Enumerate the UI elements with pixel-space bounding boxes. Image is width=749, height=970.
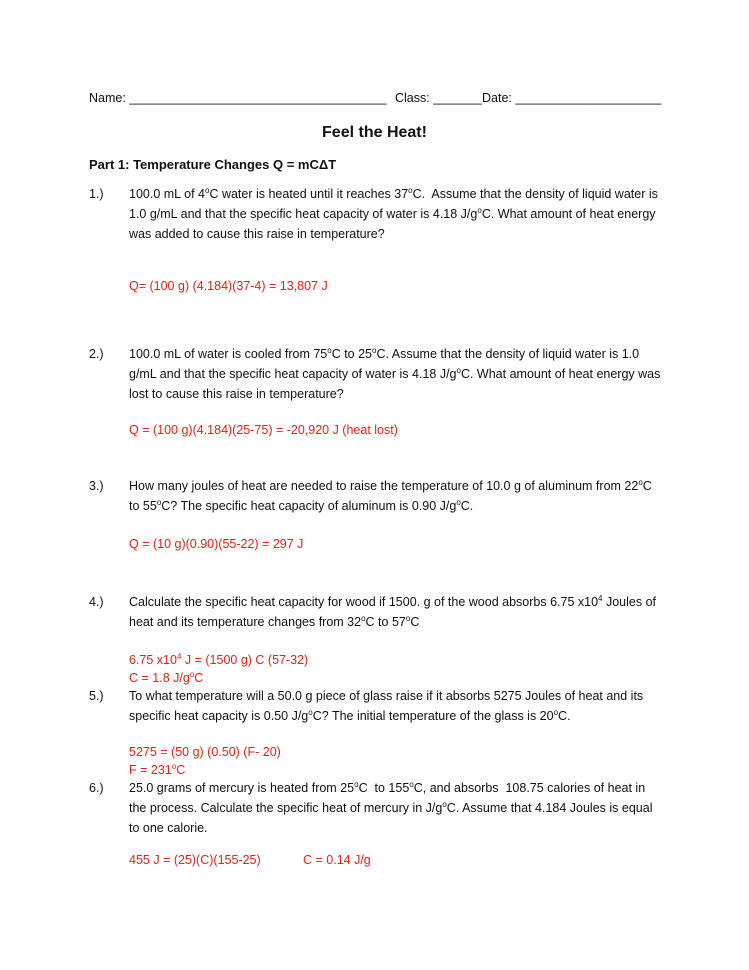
question-4 [89, 592, 664, 632]
question-3 [89, 476, 664, 516]
question-text: To what temperature will a 50.0 g piece of glass raise if it absorbs 5275 Joules of heat and its specific heat capacity is 0.50 $J/g^oC$? The initial temperature of the glass is 20$^o$C. [129, 689, 644, 723]
class-field: Class: _______ [395, 91, 482, 105]
page-title: Feel the Heat! [322, 124, 427, 141]
question-text: How many joules of heat are needed to raise the temperature of 10.0 g of aluminum from 22$^o$C to 55$^o$C? The specific heat capacity of aluminum is 0.90 $J/g^oC$. [129, 478, 652, 513]
question-text: 100.0 mL of 4$^o$C water is heated until it reaches 37$^o$C. Assume that the density of liquid water is 1.0 g/mL and that the specific heat capacity of water is 4.18 $J/g^oC$. What amount of heat energy was added to cause this raise in temperature? [129, 186, 658, 241]
header-row [89, 91, 660, 109]
answer-1: Q= (100 g) (4.184)(37-4) = 13,807 J [129, 279, 328, 293]
question-number: 1.) [89, 187, 104, 201]
answer-5-line-1: 5275 = (50 g) (0.50) (F- 20) [129, 745, 281, 759]
answer-4-line-2: C = 1.8 $J/g^oC$ [129, 670, 204, 685]
question-text: 100.0 mL of water is cooled from 75$^o$C to 25$^o$C. Assume that the density of liquid water is 1.0 g/mL and that the specific heat capacity of water is 4.18 $J/g^oC$. What amount of heat energy was lost to cause this raise in temperature? [129, 346, 661, 401]
answer-6-line-2: C = 0.14 J/g [303, 853, 371, 867]
question-number: 2.) [89, 347, 104, 361]
part-heading: Part 1: Temperature Changes Q = mCΔT [89, 157, 337, 172]
question-6 [89, 778, 664, 838]
answer-2: Q = (100 g)(4.184)(25-75) = -20,920 J (heat lost) [129, 423, 398, 437]
question-2 [89, 344, 664, 404]
answer-6-line-1: 455 J = (25)(C)(155-25) [129, 853, 261, 867]
question-text: 25.0 grams of mercury is heated from 25$^o$C to 155$^o$C, and absorbs 108.75 calories of heat in the process. Calculate the specific heat of mercury in $J/g^oC$. Assume that 4.184 Joules is equal to one calorie. [129, 780, 653, 835]
question-number: 3.) [89, 479, 104, 493]
question-number: 5.) [89, 689, 104, 703]
question-number: 4.) [89, 595, 104, 609]
question-1 [89, 184, 664, 244]
answer-5-line-2: $F = 231^oC$ [129, 762, 186, 777]
answer-3: Q = (10 g)(0.90)(55-22) = 297 J [129, 537, 304, 551]
question-5 [89, 686, 664, 726]
question-text: Calculate the specific heat capacity for wood if 1500. g of the wood absorbs 6.75 $x10^4$ Joules of heat and its temperature changes from 32$^o$C to 57$^o$C [129, 594, 657, 629]
date-field: Date: _____________________ [482, 91, 662, 105]
answer-4-line-1: 6.75 $x10^4$ J = (1500 g) C (57-32) [129, 652, 309, 667]
question-number: 6.) [89, 781, 104, 795]
name-field: Name: _____________________________________ [89, 91, 387, 105]
